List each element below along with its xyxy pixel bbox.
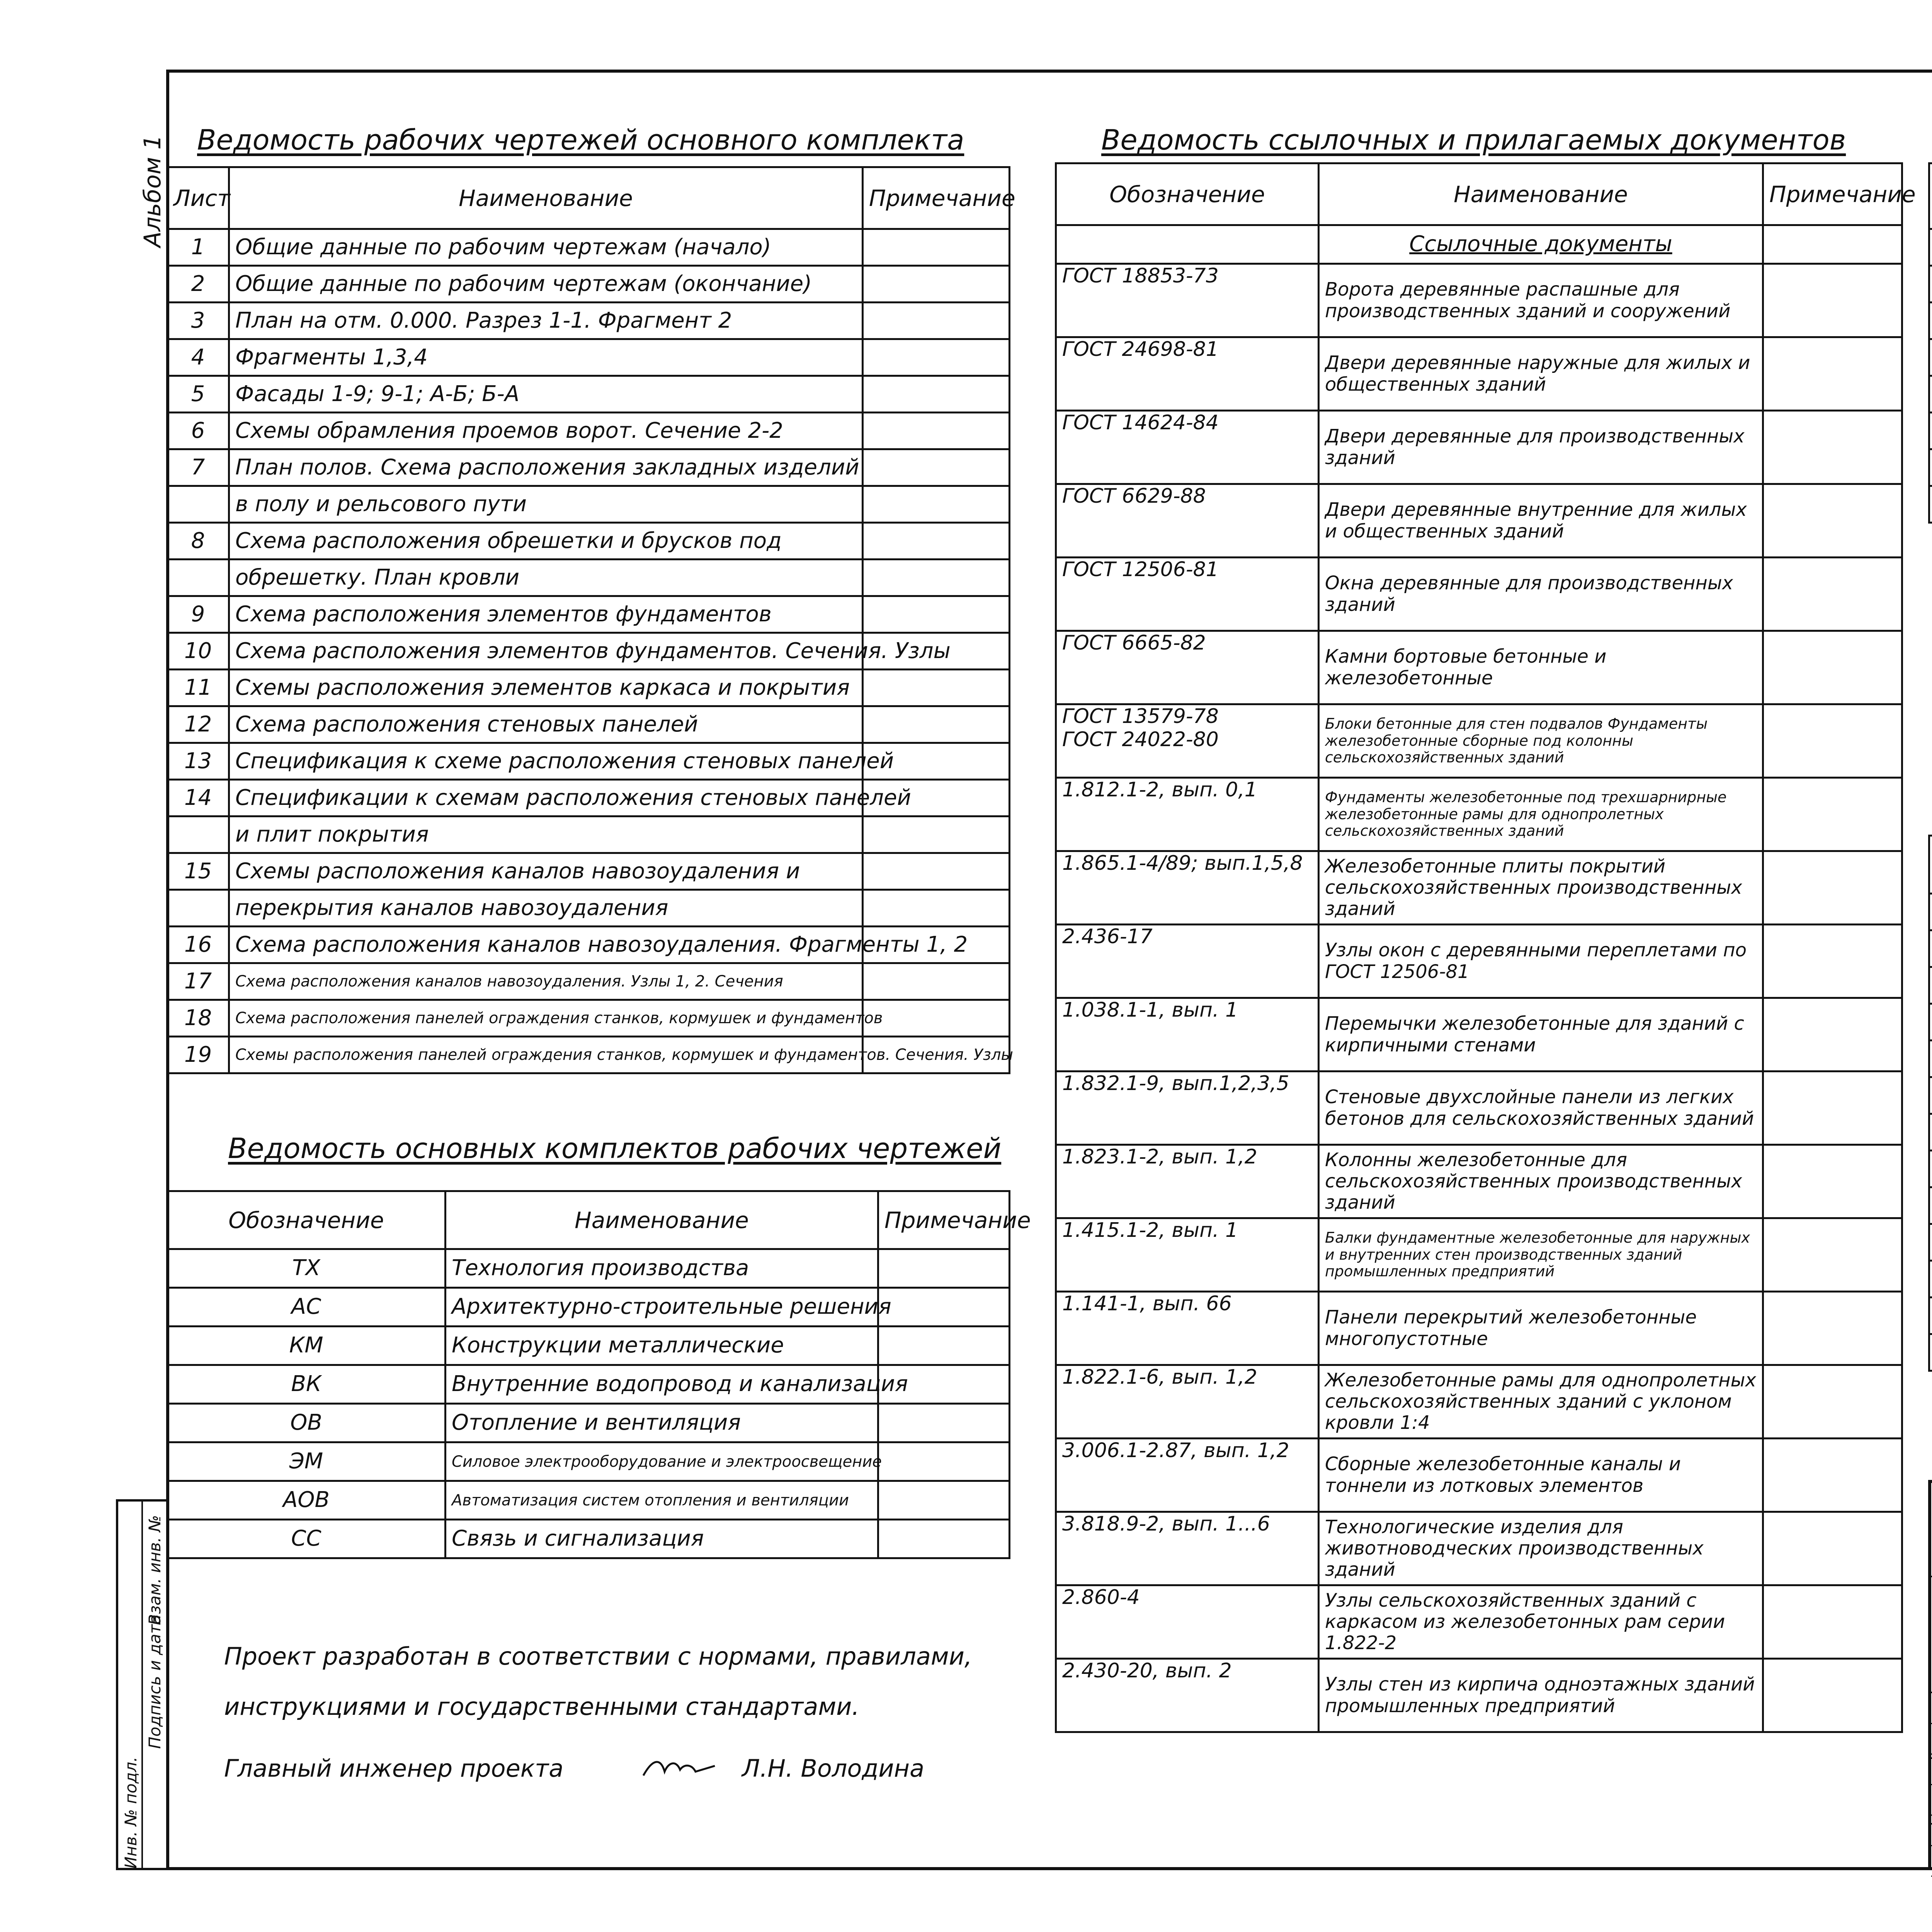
name-cell: Схемы расположения панелей ограждения станков, кормушек и фундаментов. Сечения. Узлы (229, 1037, 863, 1073)
sheet-cell (1929, 1004, 1932, 1041)
sheet-cell: 15 (167, 853, 229, 890)
code-cell: ГОСТ 6629-88 (1056, 484, 1319, 558)
table-row (167, 670, 1010, 706)
code-cell: ГОСТ 14624-84 (1056, 411, 1319, 484)
sheet-cell (1929, 1298, 1932, 1334)
name-cell: Узлы стен из кирпича одноэтажных зданий промышленных предприятий (1319, 1659, 1763, 1732)
table-row (1056, 337, 1902, 411)
compliance-note-line1: Проект разработан в соответствии с нормами, правилами, (224, 1642, 972, 1670)
sheet-cell (167, 816, 229, 853)
signature-mark (641, 1754, 719, 1786)
name-cell: Узлы окон с деревянными переплетами по ГОСТ 12506-81 (1319, 925, 1763, 998)
table-row (1056, 264, 1902, 337)
name-cell: Фундаменты железобетонные под трехшарнирные железобетонные рамы для однопролетных сельскохозяйственных зданий (1319, 778, 1763, 851)
note-cell (1763, 631, 1902, 704)
note-cell (863, 449, 1010, 486)
note-cell (1763, 1145, 1902, 1218)
table-row (167, 339, 1010, 376)
code-cell: 3.818.9-2, вып. 1...6 (1056, 1512, 1319, 1585)
table-row (1929, 449, 1932, 486)
sheet-cell: 14 (167, 780, 229, 816)
code-cell: 1.822.1-6, вып. 1,2 (1056, 1365, 1319, 1439)
table-row (167, 1037, 1010, 1073)
code-cell: 2.430-20, вып. 2 (1056, 1659, 1319, 1732)
table-row (1056, 778, 1902, 851)
note-cell (1763, 558, 1902, 631)
table-row (1056, 1585, 1902, 1659)
note-cell (1763, 1071, 1902, 1145)
name-cell: Перемычки железобетонные для зданий с кирпичными стенами (1319, 998, 1763, 1071)
table-row (167, 780, 1010, 816)
table-row (167, 1481, 1010, 1520)
note-cell (1763, 1439, 1902, 1512)
code-cell: ОВ (167, 1404, 446, 1442)
sheet-cell (1929, 894, 1932, 930)
code-cell: 3.006.1-2.87, вып. 1,2 (1056, 1439, 1319, 1512)
sheet-cell: 17 (167, 963, 229, 1000)
note-cell (1763, 1292, 1902, 1365)
table-row (1929, 1187, 1932, 1224)
name-cell: Спецификация к схеме расположения стеновых панелей (229, 743, 863, 780)
table-row (1929, 1004, 1932, 1041)
table-row (1056, 484, 1902, 558)
note-cell (863, 523, 1010, 560)
note-cell (863, 596, 1010, 633)
name-cell: обрешетку. План кровли (229, 560, 863, 596)
code-cell: ГОСТ 24698-81 (1056, 337, 1319, 411)
sheet-cell: 3 (167, 303, 229, 339)
table-row (1929, 266, 1932, 303)
side-stamp-sign: Подпись и дата (145, 1614, 164, 1749)
table-row (167, 853, 1010, 890)
code-cell: АС (167, 1288, 446, 1327)
name-cell: и плит покрытия (229, 816, 863, 853)
code-cell: 1.823.1-2, вып. 1,2 (1056, 1145, 1319, 1218)
note-cell (1763, 1585, 1902, 1659)
main-sets-title: Ведомость основных комплектов рабочих чертежей (228, 1132, 1002, 1165)
sheet-cell: 12 (167, 706, 229, 743)
sheet-cell (1929, 1187, 1932, 1224)
table-row (1929, 229, 1932, 266)
table-row (1056, 411, 1902, 484)
code-cell: ГОСТ 13579-78 ГОСТ 24022-80 (1056, 704, 1319, 778)
note-cell (878, 1288, 1010, 1327)
table-row (167, 486, 1010, 523)
sheet-cell (1929, 930, 1932, 967)
name-cell: Отопление и вентиляция (446, 1404, 878, 1442)
sheet-cell: 19 (167, 1037, 229, 1073)
note-cell (1763, 1512, 1902, 1585)
table-row (1929, 339, 1932, 376)
note-cell (1763, 1365, 1902, 1439)
name-cell: Схема расположения элементов фундаментов (229, 596, 863, 633)
code-cell: 1.415.1-2, вып. 1 (1056, 1218, 1319, 1292)
table-row (167, 376, 1010, 413)
name-cell: Камни бортовые бетонные и железобетонные (1319, 631, 1763, 704)
table-row (1056, 631, 1902, 704)
code-cell: 2.860-4 (1056, 1585, 1319, 1659)
side-stamp-replace: Взам. инв. № (145, 1515, 164, 1625)
name-cell: Связь и сигнализация (446, 1520, 878, 1558)
table-row (167, 890, 1010, 927)
table-row (167, 633, 1010, 670)
code-cell (1929, 266, 1932, 303)
note-cell (863, 560, 1010, 596)
code-cell: ГОСТ 18853-73 (1056, 264, 1319, 337)
name-cell: в полу и рельсового пути (229, 486, 863, 523)
note-cell (878, 1249, 1010, 1288)
note-cell (1763, 998, 1902, 1071)
note-cell (863, 890, 1010, 927)
table-row (1056, 1512, 1902, 1585)
sheet-cell: 16 (167, 927, 229, 963)
code-cell (1929, 303, 1932, 339)
table-row (1056, 1292, 1902, 1365)
sheet-cell: 13 (167, 743, 229, 780)
note-cell (878, 1442, 1010, 1481)
table-row (1056, 1218, 1902, 1292)
note-cell (863, 816, 1010, 853)
name-cell: Схема расположения панелей ограждения станков, кормушек и фундаментов (229, 1000, 863, 1037)
table-row (1929, 1151, 1932, 1187)
name-cell: Схемы расположения каналов навозоудаления и (229, 853, 863, 890)
note-cell (1763, 264, 1902, 337)
table-row (1056, 998, 1902, 1071)
working-drawings-title: Ведомость рабочих чертежей основного комплекта (197, 124, 964, 156)
note-cell (1763, 411, 1902, 484)
note-cell (863, 853, 1010, 890)
note-cell (1763, 704, 1902, 778)
sheet-cell (167, 560, 229, 596)
note-cell (863, 376, 1010, 413)
note-cell (1763, 851, 1902, 925)
code-cell: 1.832.1-9, вып.1,2,3,5 (1056, 1071, 1319, 1145)
note-cell (863, 303, 1010, 339)
col-header-name: Наименование (446, 1191, 878, 1249)
name-cell: Блоки бетонные для стен подвалов Фундаменты железобетонные сборные под колонны сельскохозяйственных зданий (1319, 704, 1763, 778)
table-row (1056, 1439, 1902, 1512)
name-cell: Двери деревянные для производственных зданий (1319, 411, 1763, 484)
table-row (1056, 851, 1902, 925)
code-cell: ЭМ (167, 1442, 446, 1481)
sheet-cell (1929, 1041, 1932, 1077)
sheet-cell (1929, 1151, 1932, 1187)
table-row (167, 560, 1010, 596)
sheet-cell (1929, 1077, 1932, 1114)
note-cell (1763, 484, 1902, 558)
note-cell (863, 670, 1010, 706)
code-cell: 2.436-17 (1056, 925, 1319, 998)
table-row (1929, 1298, 1932, 1334)
note-cell (878, 1520, 1010, 1558)
sheet-cell (167, 486, 229, 523)
name-cell: Железобетонные плиты покрытий сельскохозяйственных производственных зданий (1319, 851, 1763, 925)
code-cell: ГОСТ 12506-81 (1056, 558, 1319, 631)
name-cell: Технологические изделия для животноводческих производственных зданий (1319, 1512, 1763, 1585)
table-row (167, 266, 1010, 303)
name-cell: Схемы обрамления проемов ворот. Сечение 2-2 (229, 413, 863, 449)
name-cell: Схема расположения каналов навозоудаления. Фрагменты 1, 2 (229, 927, 863, 963)
code-cell (1929, 339, 1932, 376)
note-cell (863, 266, 1010, 303)
sheet-cell: 2 (167, 266, 229, 303)
name-cell: Технология производства (446, 1249, 878, 1288)
code-cell (1929, 376, 1932, 413)
col-header-code (1929, 163, 1932, 229)
code-cell (1929, 413, 1932, 449)
table-row (1056, 558, 1902, 631)
side-stamp-inv: Инв. № подл. (121, 1757, 140, 1869)
table-row (1929, 1114, 1932, 1151)
table-row (167, 1404, 1010, 1442)
table-row (167, 963, 1010, 1000)
code-cell: 1.812.1-2, вып. 0,1 (1056, 778, 1319, 851)
sheet-cell (1929, 1224, 1932, 1261)
code-cell (1929, 486, 1932, 523)
specs-table (1928, 835, 1932, 1372)
reference-docs-title: Ведомость ссылочных и прилагаемых документов (1101, 124, 1846, 156)
table-row (167, 816, 1010, 853)
name-cell: Фасады 1-9; 9-1; А-Б; Б-А (229, 376, 863, 413)
table-row (1929, 1261, 1932, 1298)
name-cell: Стеновые двухслойные панели из легких бетонов для сельскохозяйственных зданий (1319, 1071, 1763, 1145)
album-label: Альбом 1 (139, 135, 166, 247)
note-cell (863, 486, 1010, 523)
table-row (167, 1327, 1010, 1365)
chief-engineer-label: Главный инженер проекта (224, 1754, 564, 1782)
note-cell (863, 339, 1010, 376)
signature-icon (641, 1754, 719, 1781)
col-header-name: Наименование (229, 167, 863, 229)
name-cell: Двери деревянные наружные для жилых и общественных зданий (1319, 337, 1763, 411)
code-cell: КМ (167, 1327, 446, 1365)
table-row (167, 743, 1010, 780)
col-header-sheet (1929, 836, 1932, 894)
name-cell: Архитектурно-строительные решения (446, 1288, 878, 1327)
name-cell: Колонны железобетонные для сельскохозяйственных производственных зданий (1319, 1145, 1763, 1218)
name-cell: Силовое электрооборудование и электроосвещение (446, 1442, 878, 1481)
table-row (167, 1288, 1010, 1327)
code-cell (1929, 229, 1932, 266)
sheet-cell: 9 (167, 596, 229, 633)
table-row (167, 413, 1010, 449)
col-header-code: Обозначение (1056, 163, 1319, 225)
name-cell: перекрытия каналов навозоудаления (229, 890, 863, 927)
note-cell (863, 1000, 1010, 1037)
table-row (1056, 1071, 1902, 1145)
table-row (1929, 376, 1932, 413)
name-cell: Автоматизация систем отопления и вентиляции (446, 1481, 878, 1520)
sheet-cell: 8 (167, 523, 229, 560)
table-row (1929, 1334, 1932, 1371)
col-header-name: Наименование (1319, 163, 1763, 225)
code-cell: ТХ (167, 1249, 446, 1288)
table-row (167, 1365, 1010, 1404)
table-row (1929, 413, 1932, 449)
table-row (1929, 930, 1932, 967)
title-block (1928, 1480, 1932, 1870)
sheet-cell (1929, 967, 1932, 1004)
col-header-note: Примечание (863, 167, 1010, 229)
note-cell (878, 1404, 1010, 1442)
table-row (1929, 486, 1932, 523)
working-drawings-table (166, 166, 1015, 1074)
name-cell: Схема расположения обрешетки и брусков под (229, 523, 863, 560)
name-cell: Фрагменты 1,3,4 (229, 339, 863, 376)
table-row (167, 449, 1010, 486)
name-cell: План полов. Схема расположения закладных изделий (229, 449, 863, 486)
table-row (1056, 704, 1902, 778)
name-cell: Сборные железобетонные каналы и тоннели из лотковых элементов (1319, 1439, 1763, 1512)
sheet-cell: 4 (167, 339, 229, 376)
reference-docs-table (1055, 162, 1916, 1733)
sheet-cell: 7 (167, 449, 229, 486)
section-reference-docs: Ссылочные документы (1319, 225, 1763, 264)
note-cell (863, 963, 1010, 1000)
name-cell: Схема расположения стеновых панелей (229, 706, 863, 743)
note-cell (863, 413, 1010, 449)
table-row (167, 1249, 1010, 1288)
sheet-cell: 18 (167, 1000, 229, 1037)
code-cell: АОВ (167, 1481, 446, 1520)
name-cell: Общие данные по рабочим чертежам (начало) (229, 229, 863, 266)
code-cell: 1.865.1-4/89; вып.1,5,8 (1056, 851, 1319, 925)
table-row (167, 1000, 1010, 1037)
name-cell: Схема расположения элементов фундаментов. Сечения. Узлы (229, 633, 863, 670)
sheet-cell: 11 (167, 670, 229, 706)
name-cell: Внутренние водопровод и канализация (446, 1365, 878, 1404)
note-cell (878, 1327, 1010, 1365)
table-row (167, 303, 1010, 339)
note-cell (863, 229, 1010, 266)
table-row (1056, 1659, 1902, 1732)
table-row (1056, 1365, 1902, 1439)
side-stamp (116, 1499, 166, 1870)
compliance-note-line2: инструкциями и государственными стандартами. (224, 1692, 860, 1721)
note-cell (1763, 778, 1902, 851)
table-row (167, 1520, 1010, 1558)
name-cell: Железобетонные рамы для однопролетных сельскохозяйственных зданий с уклоном кровли 1:4 (1319, 1365, 1763, 1439)
table-row (1929, 1077, 1932, 1114)
sheet-cell (1929, 1334, 1932, 1371)
name-cell: Узлы сельскохозяйственных зданий с каркасом из железобетонных рам серии 1.822-2 (1319, 1585, 1763, 1659)
sheet-cell: 6 (167, 413, 229, 449)
name-cell: Окна деревянные для производственных зданий (1319, 558, 1763, 631)
col-header-note: Примечание (878, 1191, 1010, 1249)
name-cell: Двери деревянные внутренние для жилых и общественных зданий (1319, 484, 1763, 558)
sheet-cell (167, 890, 229, 927)
main-sets-table (166, 1190, 1031, 1559)
table-row (1929, 1224, 1932, 1261)
sheet-cell (1929, 1261, 1932, 1298)
sheet-cell: 10 (167, 633, 229, 670)
table-row (1929, 967, 1932, 1004)
table-row (1929, 303, 1932, 339)
reference-docs-cont-table (1928, 162, 1932, 524)
sheet-cell: 5 (167, 376, 229, 413)
col-header-sheet: Лист (167, 167, 229, 229)
code-cell: ГОСТ 6665-82 (1056, 631, 1319, 704)
note-cell (1763, 1218, 1902, 1292)
table-row (167, 927, 1010, 963)
name-cell: Ворота деревянные распашные для производственных зданий и сооружений (1319, 264, 1763, 337)
sheet-cell (1929, 1114, 1932, 1151)
name-cell: Панели перекрытий железобетонные многопустотные (1319, 1292, 1763, 1365)
table-row (167, 596, 1010, 633)
table-row (167, 523, 1010, 560)
note-cell (1763, 1659, 1902, 1732)
note-cell (878, 1481, 1010, 1520)
table-row (1056, 1145, 1902, 1218)
name-cell: Спецификации к схемам расположения стеновых панелей (229, 780, 863, 816)
table-row (1929, 894, 1932, 930)
name-cell: Общие данные по рабочим чертежам (окончание) (229, 266, 863, 303)
col-header-note: Примечание (1763, 163, 1902, 225)
name-cell: Схема расположения каналов навозоудаления. Узлы 1, 2. Сечения (229, 963, 863, 1000)
name-cell: План на отм. 0.000. Разрез 1-1. Фрагмент 2 (229, 303, 863, 339)
note-cell (1763, 337, 1902, 411)
code-cell: 1.141-1, вып. 66 (1056, 1292, 1319, 1365)
code-cell (1929, 449, 1932, 486)
table-row (167, 229, 1010, 266)
name-cell: Конструкции металлические (446, 1327, 878, 1365)
name-cell: Схемы расположения элементов каркаса и покрытия (229, 670, 863, 706)
table-row (167, 706, 1010, 743)
chief-engineer-name: Л.Н. Володина (742, 1754, 925, 1782)
table-row (1056, 925, 1902, 998)
col-header-code: Обозначение (167, 1191, 446, 1249)
note-cell (863, 706, 1010, 743)
sheet-cell: 1 (167, 229, 229, 266)
table-row (1929, 1041, 1932, 1077)
name-cell: Балки фундаментные железобетонные для наружных и внутренних стен производственных зданий промышленных предприятий (1319, 1218, 1763, 1292)
code-cell: СС (167, 1520, 446, 1558)
code-cell: ВК (167, 1365, 446, 1404)
table-row (167, 1442, 1010, 1481)
note-cell (1763, 925, 1902, 998)
code-cell: 1.038.1-1, вып. 1 (1056, 998, 1319, 1071)
